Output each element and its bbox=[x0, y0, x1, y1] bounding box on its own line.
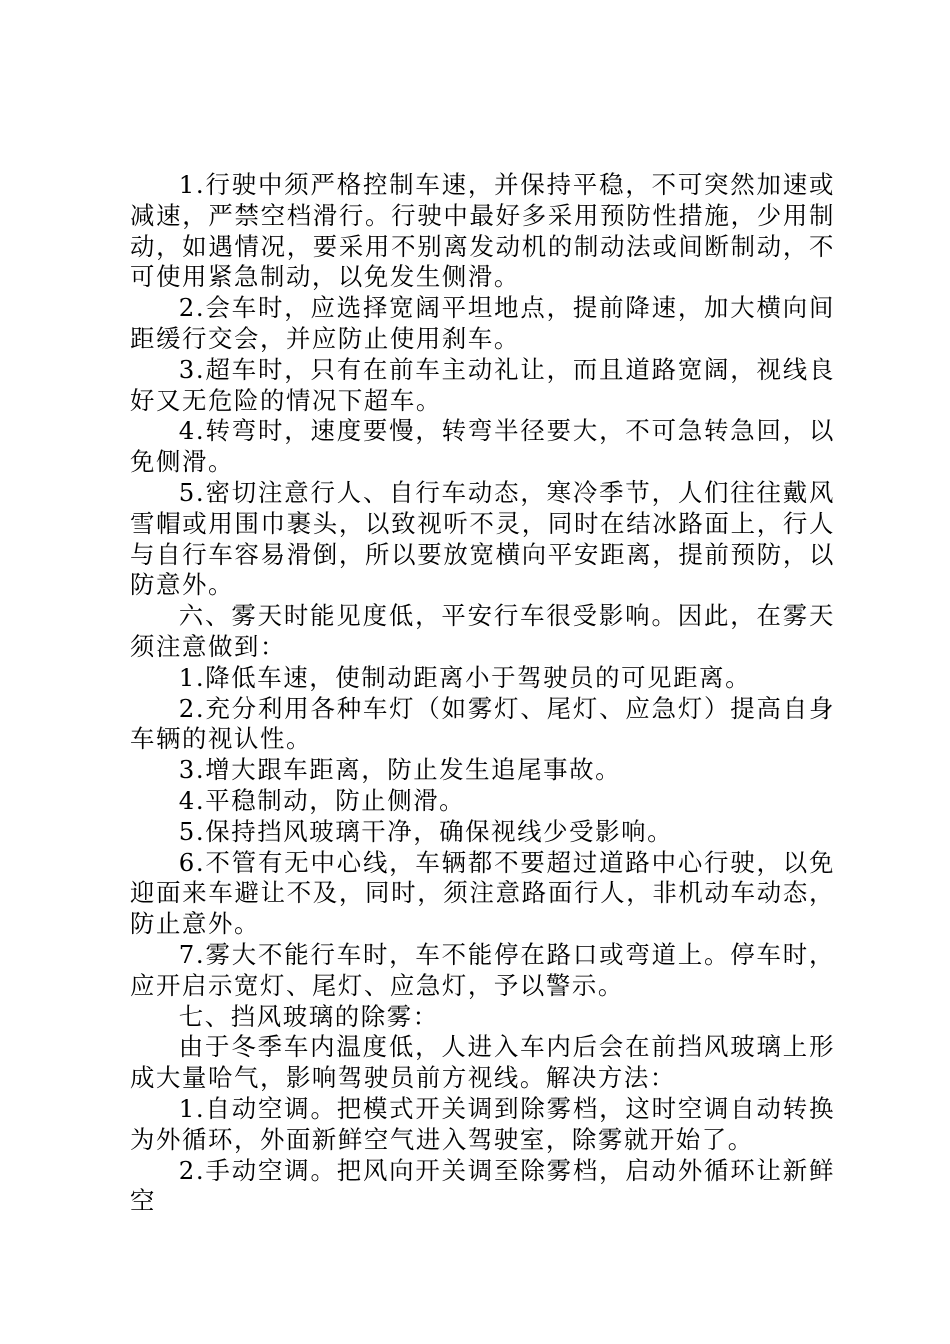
paragraph-fog-braking: 4.平稳制动，防止侧滑。 bbox=[178, 785, 466, 815]
paragraph-ice-overtaking: 3.超车时，只有在前车主动礼让，而且道路宽阔，视线良好又无危险的情况下超车。 bbox=[130, 354, 835, 415]
paragraph-fog-windshield: 5.保持挡风玻璃干净，确保视线少受影响。 bbox=[178, 816, 674, 846]
paragraph-fog-stopping: 7.雾大不能行车时，车不能停在路口或弯道上。停车时，应开启示宽灯、尾灯、应急灯，予以警示。 bbox=[130, 939, 835, 1000]
document-body bbox=[130, 170, 835, 1217]
paragraph-ice-speed-control: 1.行驶中须严格控制车速，并保持平稳，不可突然加速或减速，严禁空档滑行。行驶中最好多采用预防性措施，少用制动，如遇情况，要采用不别离发动机的制动法或间断制动，不可使用紧急制动，以免发生侧滑。 bbox=[130, 170, 835, 292]
paragraph-ice-pedestrians: 5.密切注意行人、自行车动态，寒冷季节，人们往往戴风雪帽或用围巾裹头，以致视听不灵，同时在结冰路面上，行人与自行车容易滑倒，所以要放宽横向平安距离，提前预防，以防意外。 bbox=[130, 477, 835, 600]
paragraph-ice-meeting: 2.会车时，应选择宽阔平坦地点，提前降速，加大横向间距缓行交会，并应防止使用刹车。 bbox=[130, 293, 835, 353]
paragraph-defog-manual-ac: 2.手动空调。把风向开关调至除雾档，启动外循环让新鲜空 bbox=[130, 1155, 835, 1216]
section-heading-fog: 六、雾天时能见度低，平安行车很受影响。因此，在雾天须注意做到： bbox=[130, 601, 835, 661]
paragraph-fog-lights: 2.充分利用各种车灯（如雾灯、尾灯、应急灯）提高自身车辆的视认性。 bbox=[130, 693, 835, 754]
paragraph-fog-distance: 3.增大跟车距离，防止发生追尾事故。 bbox=[178, 755, 622, 785]
paragraph-ice-turning: 4.转弯时，速度要慢，转弯半径要大，不可急转急回，以免侧滑。 bbox=[130, 416, 835, 477]
paragraph-defog-intro: 由于冬季车内温度低，人进入车内后会在前挡风玻璃上形成大量哈气，影响驾驶员前方视线。解决方法： bbox=[130, 1032, 835, 1093]
paragraph-defog-auto-ac: 1.自动空调。把模式开关调到除雾档，这时空调自动转换为外循环，外面新鲜空气进入驾驶室，除雾就开始了。 bbox=[130, 1093, 835, 1154]
paragraph-fog-speed: 1.降低车速，使制动距离小于驾驶员的可见距离。 bbox=[178, 662, 752, 692]
paragraph-fog-centerline: 6.不管有无中心线，车辆都不要超过道路中心行驶，以免迎面来车避让不及，同时，须注意路面行人，非机动车动态，防止意外。 bbox=[130, 847, 835, 939]
section-heading-defog: 七、挡风玻璃的除雾： bbox=[178, 1001, 439, 1031]
